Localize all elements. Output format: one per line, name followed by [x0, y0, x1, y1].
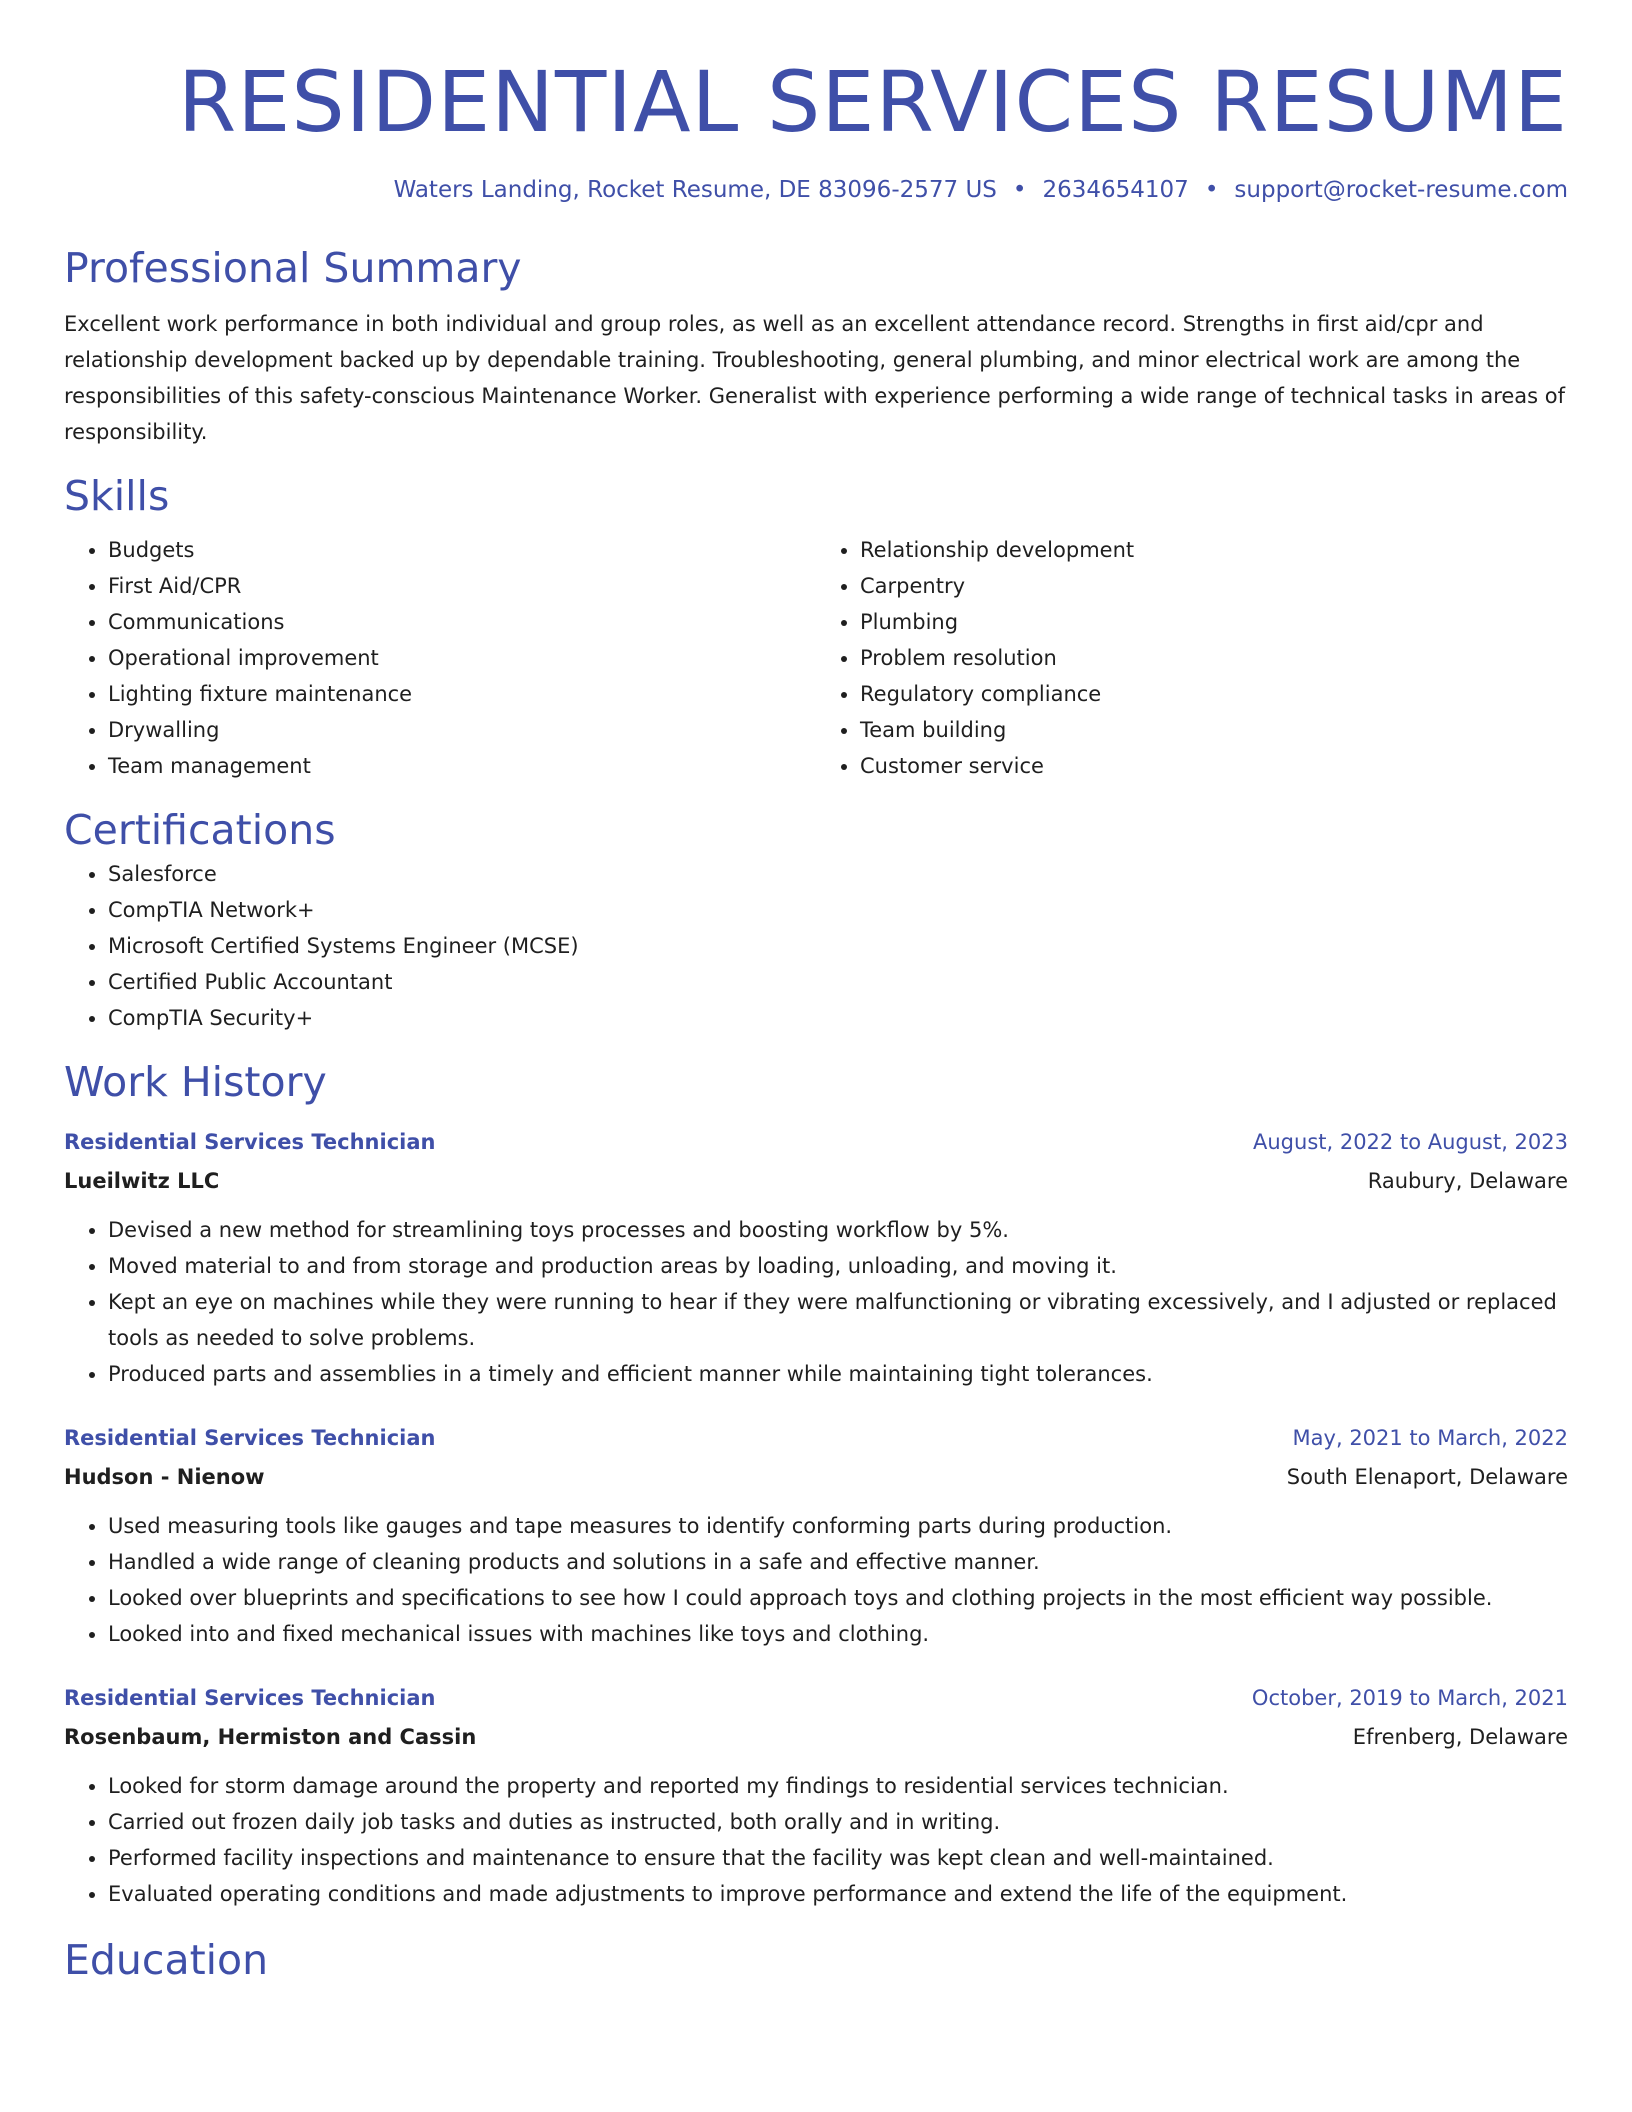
- job-bullet: • Looked into and fixed mechanical issues with machines like toys and clothing.: [108, 1616, 1568, 1652]
- job-company: Lueilwitz LLC: [64, 1169, 220, 1193]
- contact-phone: 2634654107: [1042, 177, 1189, 203]
- certification-item: • Certified Public Accountant: [108, 964, 1568, 1000]
- job-bullet: • Kept an eye on machines while they were running to hear if they were malfunctioning or vibrating excessively, and I adjusted or replaced tools as needed to solve problems.: [108, 1284, 1568, 1356]
- job-bullet: • Moved material to and from storage and production areas by loading, unloading, and moving it.: [108, 1248, 1568, 1284]
- certifications-list: [64, 856, 1568, 1036]
- job-title: Residential Services Technician: [64, 1686, 436, 1710]
- job-header-row: [64, 1418, 1568, 1458]
- job-title: Residential Services Technician: [64, 1130, 436, 1154]
- contact-address: Waters Landing, Rocket Resume, DE 83096-2577 US: [393, 177, 997, 203]
- job-bullet: • Carried out frozen daily job tasks and duties as instructed, both orally and in writing.: [108, 1804, 1568, 1840]
- skill-item: • Customer service: [860, 748, 1568, 784]
- job-bullet: • Looked for storm damage around the property and reported my findings to residential services technician.: [108, 1768, 1568, 1804]
- skill-item: • Drywalling: [108, 712, 816, 748]
- certification-item: • CompTIA Network+: [108, 892, 1568, 928]
- job-location: Efrenberg, Delaware: [1352, 1725, 1568, 1749]
- skills-columns: [64, 532, 1568, 784]
- contact-separator: •: [1012, 177, 1027, 203]
- certification-item: • CompTIA Security+: [108, 1000, 1568, 1036]
- job-header-row: [64, 1678, 1568, 1718]
- skill-item: • Team management: [108, 748, 816, 784]
- contact-line: [64, 174, 1568, 206]
- skill-item: • Lighting fixture maintenance: [108, 676, 816, 712]
- job-bullets: [64, 1212, 1568, 1392]
- professional-summary-section: [64, 242, 1568, 450]
- skill-item: • Budgets: [108, 532, 816, 568]
- job-title: Residential Services Technician: [64, 1426, 436, 1450]
- skill-item: • Operational improvement: [108, 640, 816, 676]
- job-bullet: • Devised a new method for streamlining toys processes and boosting workflow by 5%.: [108, 1212, 1568, 1248]
- job-bullet: • Evaluated operating conditions and made adjustments to improve performance and extend the life of the equipment.: [108, 1876, 1568, 1912]
- skill-item: • Carpentry: [860, 568, 1568, 604]
- job-company: Rosenbaum, Hermiston and Cassin: [64, 1725, 477, 1749]
- skill-item: • Plumbing: [860, 604, 1568, 640]
- section-heading-summary: Professional Summary: [64, 244, 522, 292]
- contact-email[interactable]: support@rocket-resume.com: [1234, 177, 1568, 203]
- skill-item: • First Aid/CPR: [108, 568, 816, 604]
- job-company: Hudson - Nienow: [64, 1465, 265, 1489]
- job-bullet: • Handled a wide range of cleaning products and solutions in a safe and effective manner.: [108, 1544, 1568, 1580]
- job-bullet: • Produced parts and assemblies in a timely and efficient manner while maintaining tight tolerances.: [108, 1356, 1568, 1392]
- skills-list-right: [816, 532, 1568, 784]
- skill-item: • Team building: [860, 712, 1568, 748]
- section-heading-work-history: Work History: [64, 1058, 327, 1106]
- skill-item: • Relationship development: [860, 532, 1568, 568]
- section-heading-certifications: Certifications: [64, 806, 336, 854]
- job-dates: August, 2022 to August, 2023: [1253, 1130, 1568, 1154]
- job-entry: [64, 1418, 1568, 1652]
- education-section: [64, 1934, 1568, 1986]
- job-company-row: [64, 1458, 1568, 1496]
- job-location: Raubury, Delaware: [1367, 1169, 1568, 1193]
- job-location: South Elenaport, Delaware: [1286, 1465, 1568, 1489]
- job-entry: [64, 1122, 1568, 1392]
- job-header-row: [64, 1122, 1568, 1162]
- job-bullet: • Performed facility inspections and maintenance to ensure that the facility was kept clean and well-maintained.: [108, 1840, 1568, 1876]
- job-entry: [64, 1678, 1568, 1912]
- job-company-row: [64, 1718, 1568, 1756]
- skills-list-left: [64, 532, 816, 784]
- skill-item: • Problem resolution: [860, 640, 1568, 676]
- job-bullet: • Looked over blueprints and specifications to see how I could approach toys and clothing projects in the most efficient way possible.: [108, 1580, 1568, 1616]
- section-heading-education: Education: [64, 1936, 269, 1984]
- job-dates: October, 2019 to March, 2021: [1251, 1686, 1568, 1710]
- job-company-row: [64, 1162, 1568, 1200]
- skill-item: • Regulatory compliance: [860, 676, 1568, 712]
- section-heading-skills: Skills: [64, 472, 170, 520]
- work-history-section: [64, 1056, 1568, 1912]
- job-bullets: [64, 1768, 1568, 1912]
- skill-item: • Communications: [108, 604, 816, 640]
- summary-text: Excellent work performance in both individual and group roles, as well as an excellent attendance record. Strengths in first aid/cpr and relationship development backed up by dependable training. Troubleshooting, general plumbing, and minor electrical work are among the responsibilities of this safety-conscious Maintenance Worker. Generalist with experience performing a wide range of technical tasks in areas of responsibility.: [64, 312, 1566, 444]
- certification-item: • Salesforce: [108, 856, 1568, 892]
- job-bullets: [64, 1508, 1568, 1652]
- resume-title: RESIDENTIAL SERVICES RESUME: [177, 53, 1568, 151]
- job-dates: May, 2021 to March, 2022: [1292, 1426, 1568, 1450]
- certification-item: • Microsoft Certified Systems Engineer (MCSE): [108, 928, 1568, 964]
- certifications-section: [64, 804, 1568, 1036]
- skills-section: [64, 470, 1568, 784]
- job-bullet: • Used measuring tools like gauges and tape measures to identify conforming parts during production.: [108, 1508, 1568, 1544]
- contact-separator: •: [1204, 177, 1219, 203]
